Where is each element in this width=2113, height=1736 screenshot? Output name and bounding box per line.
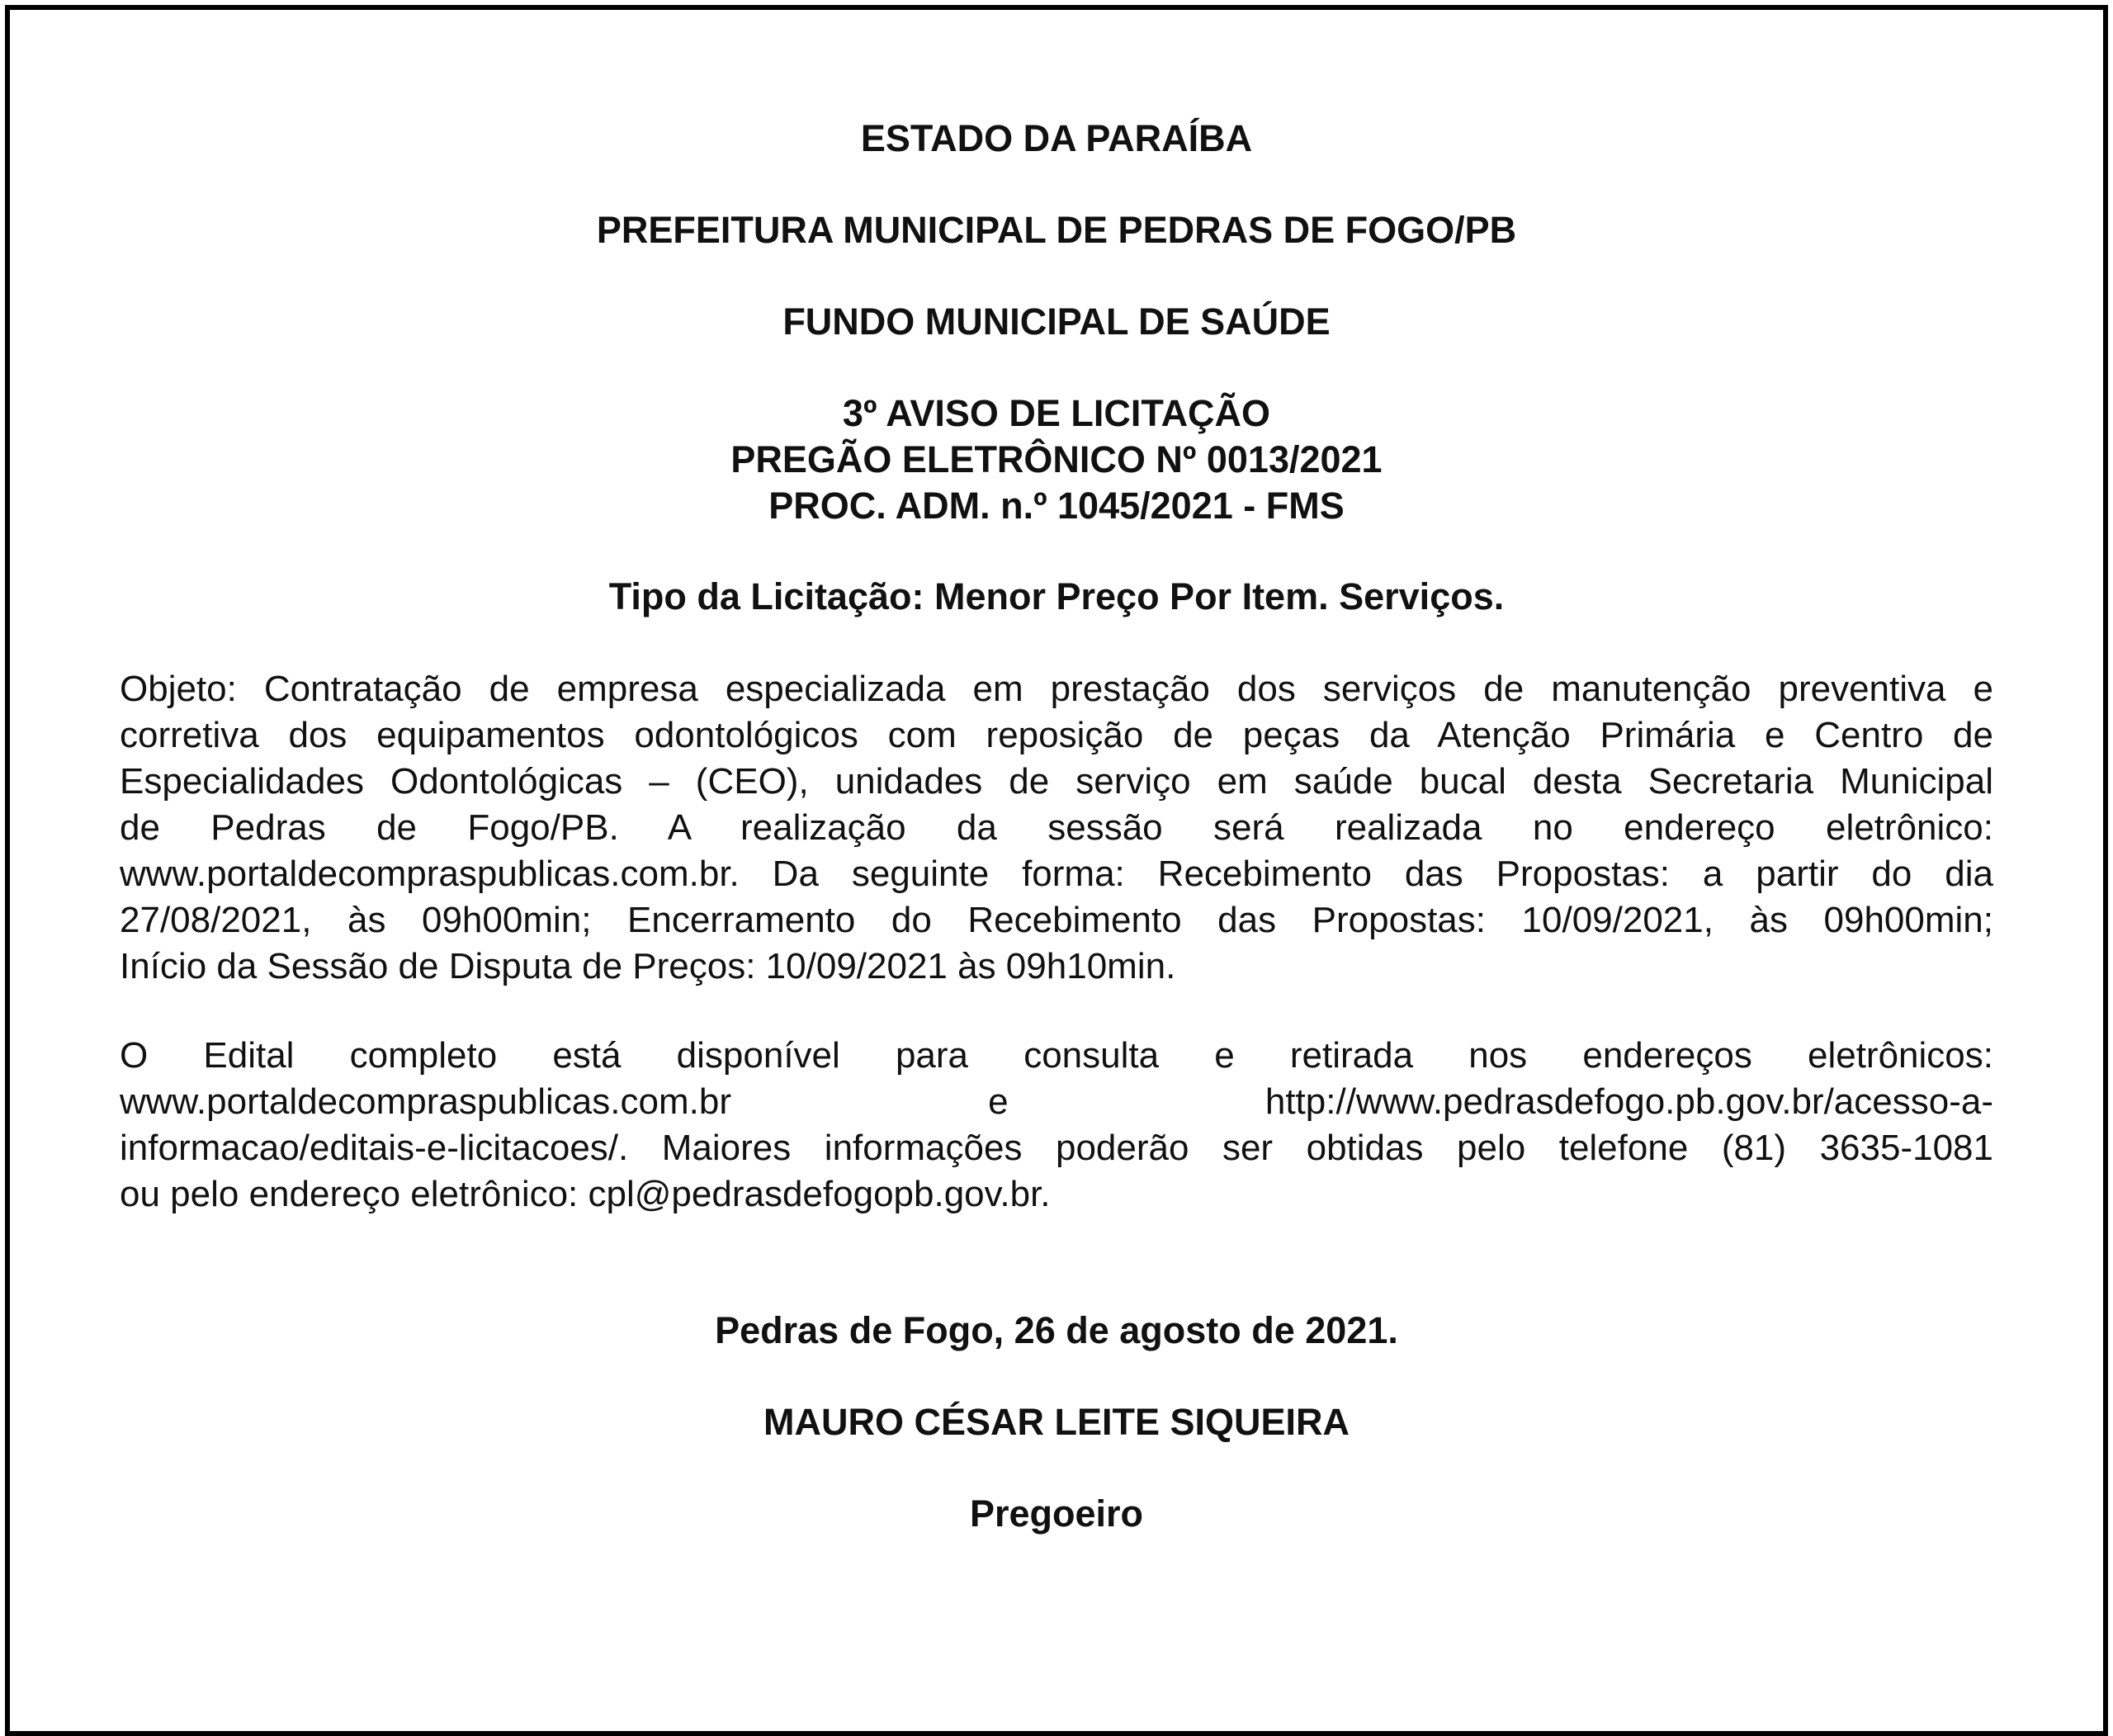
signer-name: MAURO CÉSAR LEITE SIQUEIRA bbox=[763, 1401, 1350, 1443]
object-line: corretiva dos equipamentos odontológicos com reposição de peças da Atenção Primária e Centro de bbox=[120, 715, 1993, 755]
prefecture-heading: PREFEITURA MUNICIPAL DE PEDRAS DE FOGO/PB bbox=[596, 209, 1517, 251]
pregao-number: PREGÃO ELETRÔNICO Nº 0013/2021 bbox=[730, 438, 1383, 480]
place-date: Pedras de Fogo, 26 de agosto de 2021. bbox=[715, 1309, 1398, 1351]
object-line: Início da Sessão de Disputa de Preços: 10/09/2021 às 09h10min. bbox=[120, 946, 1176, 986]
object-line: de Pedras de Fogo/PB. A realização da sessão será realizada no endereço eletrônico: bbox=[120, 807, 1993, 848]
edital-line: www.portaldecompraspublicas.com.br e http://www.pedrasdefogo.pb.gov.br/acesso-a- bbox=[120, 1081, 1993, 1122]
object-line: Especialidades Odontológicas – (CEO), unidades de serviço em saúde bucal desta Secretaria Municipal bbox=[120, 761, 1993, 802]
fund-heading: FUNDO MUNICIPAL DE SAÚDE bbox=[782, 300, 1331, 343]
object-line: Objeto: Contratação de empresa especializada em prestação dos serviços de manutenção preventiva e bbox=[120, 669, 1993, 709]
state-heading: ESTADO DA PARAÍBA bbox=[860, 117, 1253, 159]
bidding-type: Tipo da Licitação: Menor Preço Por Item. Serviços. bbox=[608, 575, 1505, 617]
object-line: 27/08/2021, às 09h00min; Encerramento do Recebimento das Propostas: 10/09/2021, às 09h00min; bbox=[120, 900, 1993, 940]
object-line: www.portaldecompraspublicas.com.br. Da seguinte forma: Recebimento das Propostas: a partir do dia bbox=[120, 854, 1993, 894]
signer-role: Pregoeiro bbox=[969, 1492, 1144, 1535]
edital-line: informacao/editais-e-licitacoes/. Maiores informações poderão ser obtidas pelo telefone (81) 3635-1081 bbox=[120, 1128, 1993, 1168]
edital-paragraph bbox=[120, 1033, 1993, 1218]
process-number: PROC. ADM. n.º 1045/2021 - FMS bbox=[768, 485, 1345, 527]
edital-line: O Edital completo está disponível para consulta e retirada nos endereços eletrônicos: bbox=[120, 1035, 1993, 1076]
edital-line: ou pelo endereço eletrônico: cpl@pedrasdefogopb.gov.br. bbox=[120, 1174, 1051, 1214]
object-paragraph bbox=[120, 666, 1993, 990]
notice-title: 3º AVISO DE LICITAÇÃO bbox=[842, 392, 1271, 434]
